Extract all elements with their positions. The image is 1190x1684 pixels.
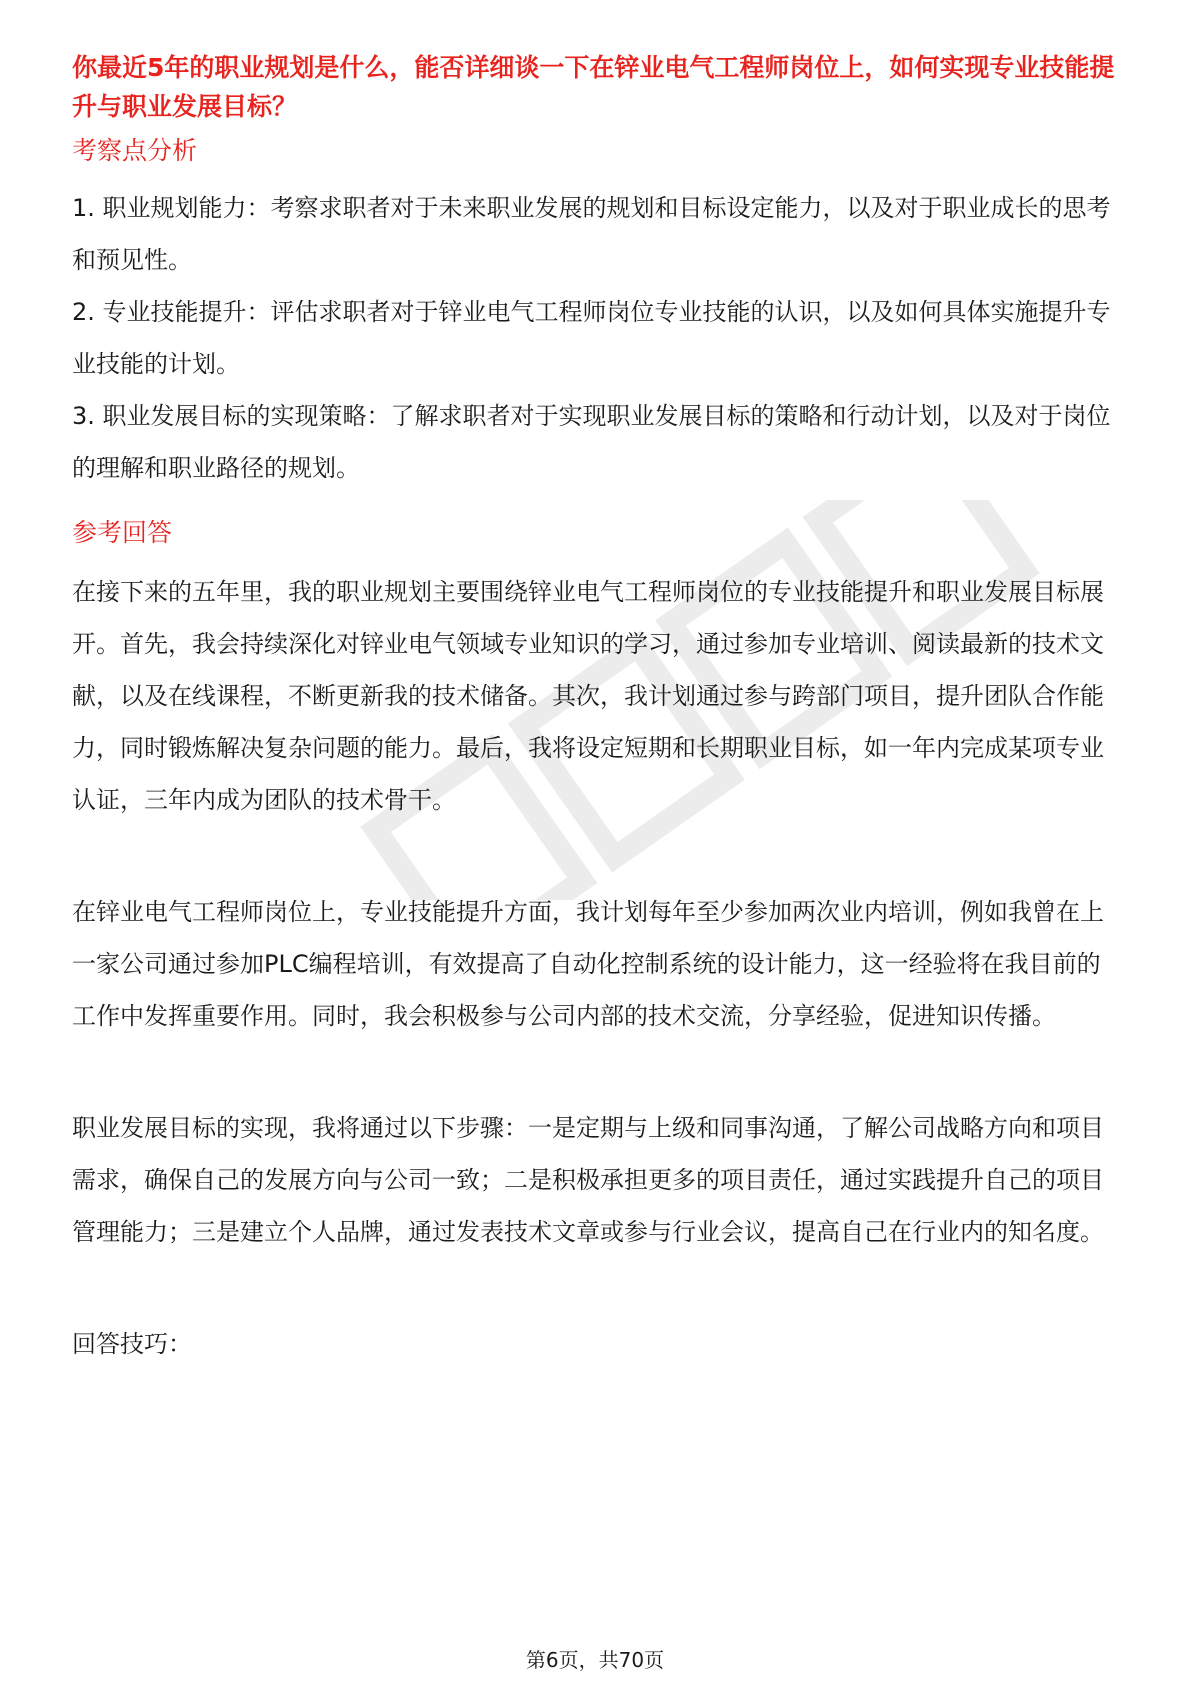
answer-title: 参考回答 <box>72 518 173 547</box>
answer-paragraph: 职业发展目标的实现，我将通过以下步骤：一是定期与上级和同事沟通，了解公司战略方向和项目需求，确保自己的发展方向与公司一致；二是积极承担更多的项目责任，通过实践提升自己的项目管理能力；三是建立个人品牌，通过发表技术文章或参与行业会议，提高自己在行业内的知名度。 <box>72 1114 1104 1246</box>
analysis-point: 2. 专业技能提升：评估求职者对于锌业电气工程师岗位专业技能的认识，以及如何具体实施提升专业技能的计划。 <box>72 298 1111 378</box>
analysis-point: 1. 职业规划能力：考察求职者对于未来职业发展的规划和目标设定能力，以及对于职业成长的思考和预见性。 <box>72 194 1111 274</box>
answer-paragraph: 在接下来的五年里，我的职业规划主要围绕锌业电气工程师岗位的专业技能提升和职业发展目标展开。首先，我会持续深化对锌业电气领域专业知识的学习，通过参加专业培训、阅读最新的技术文献，以及在线课程，不断更新我的技术储备。其次，我计划通过参与跨部门项目，提升团队合作能力，同时锻炼解决复杂问题的能力。最后，我将设定短期和长期职业目标，如一年内完成某项专业认证，三年内成为团队的技术骨干。 <box>72 578 1104 814</box>
page-number: 第6页，共70页 <box>525 1648 665 1672</box>
question-heading: 你最近5年的职业规划是什么，能否详细谈一下在锌业电气工程师岗位上，如何实现专业技能提升与职业发展目标？ <box>72 53 1115 121</box>
document-page <box>72 48 1118 1370</box>
answer-paragraph: 在锌业电气工程师岗位上，专业技能提升方面，我计划每年至少参加两次业内培训，例如我曾在上一家公司通过参加PLC编程培训，有效提高了自动化控制系统的设计能力，这一经验将在我目前的工作中发挥重要作用。同时，我会积极参与公司内部的技术交流，分享经验，促进知识传播。 <box>72 898 1104 1030</box>
analysis-title: 考察点分析 <box>72 136 198 165</box>
analysis-point: 3. 职业发展目标的实现策略：了解求职者对于实现职业发展目标的策略和行动计划，以及对于岗位的理解和职业路径的规划。 <box>72 402 1111 482</box>
tips-label: 回答技巧： <box>72 1330 192 1358</box>
